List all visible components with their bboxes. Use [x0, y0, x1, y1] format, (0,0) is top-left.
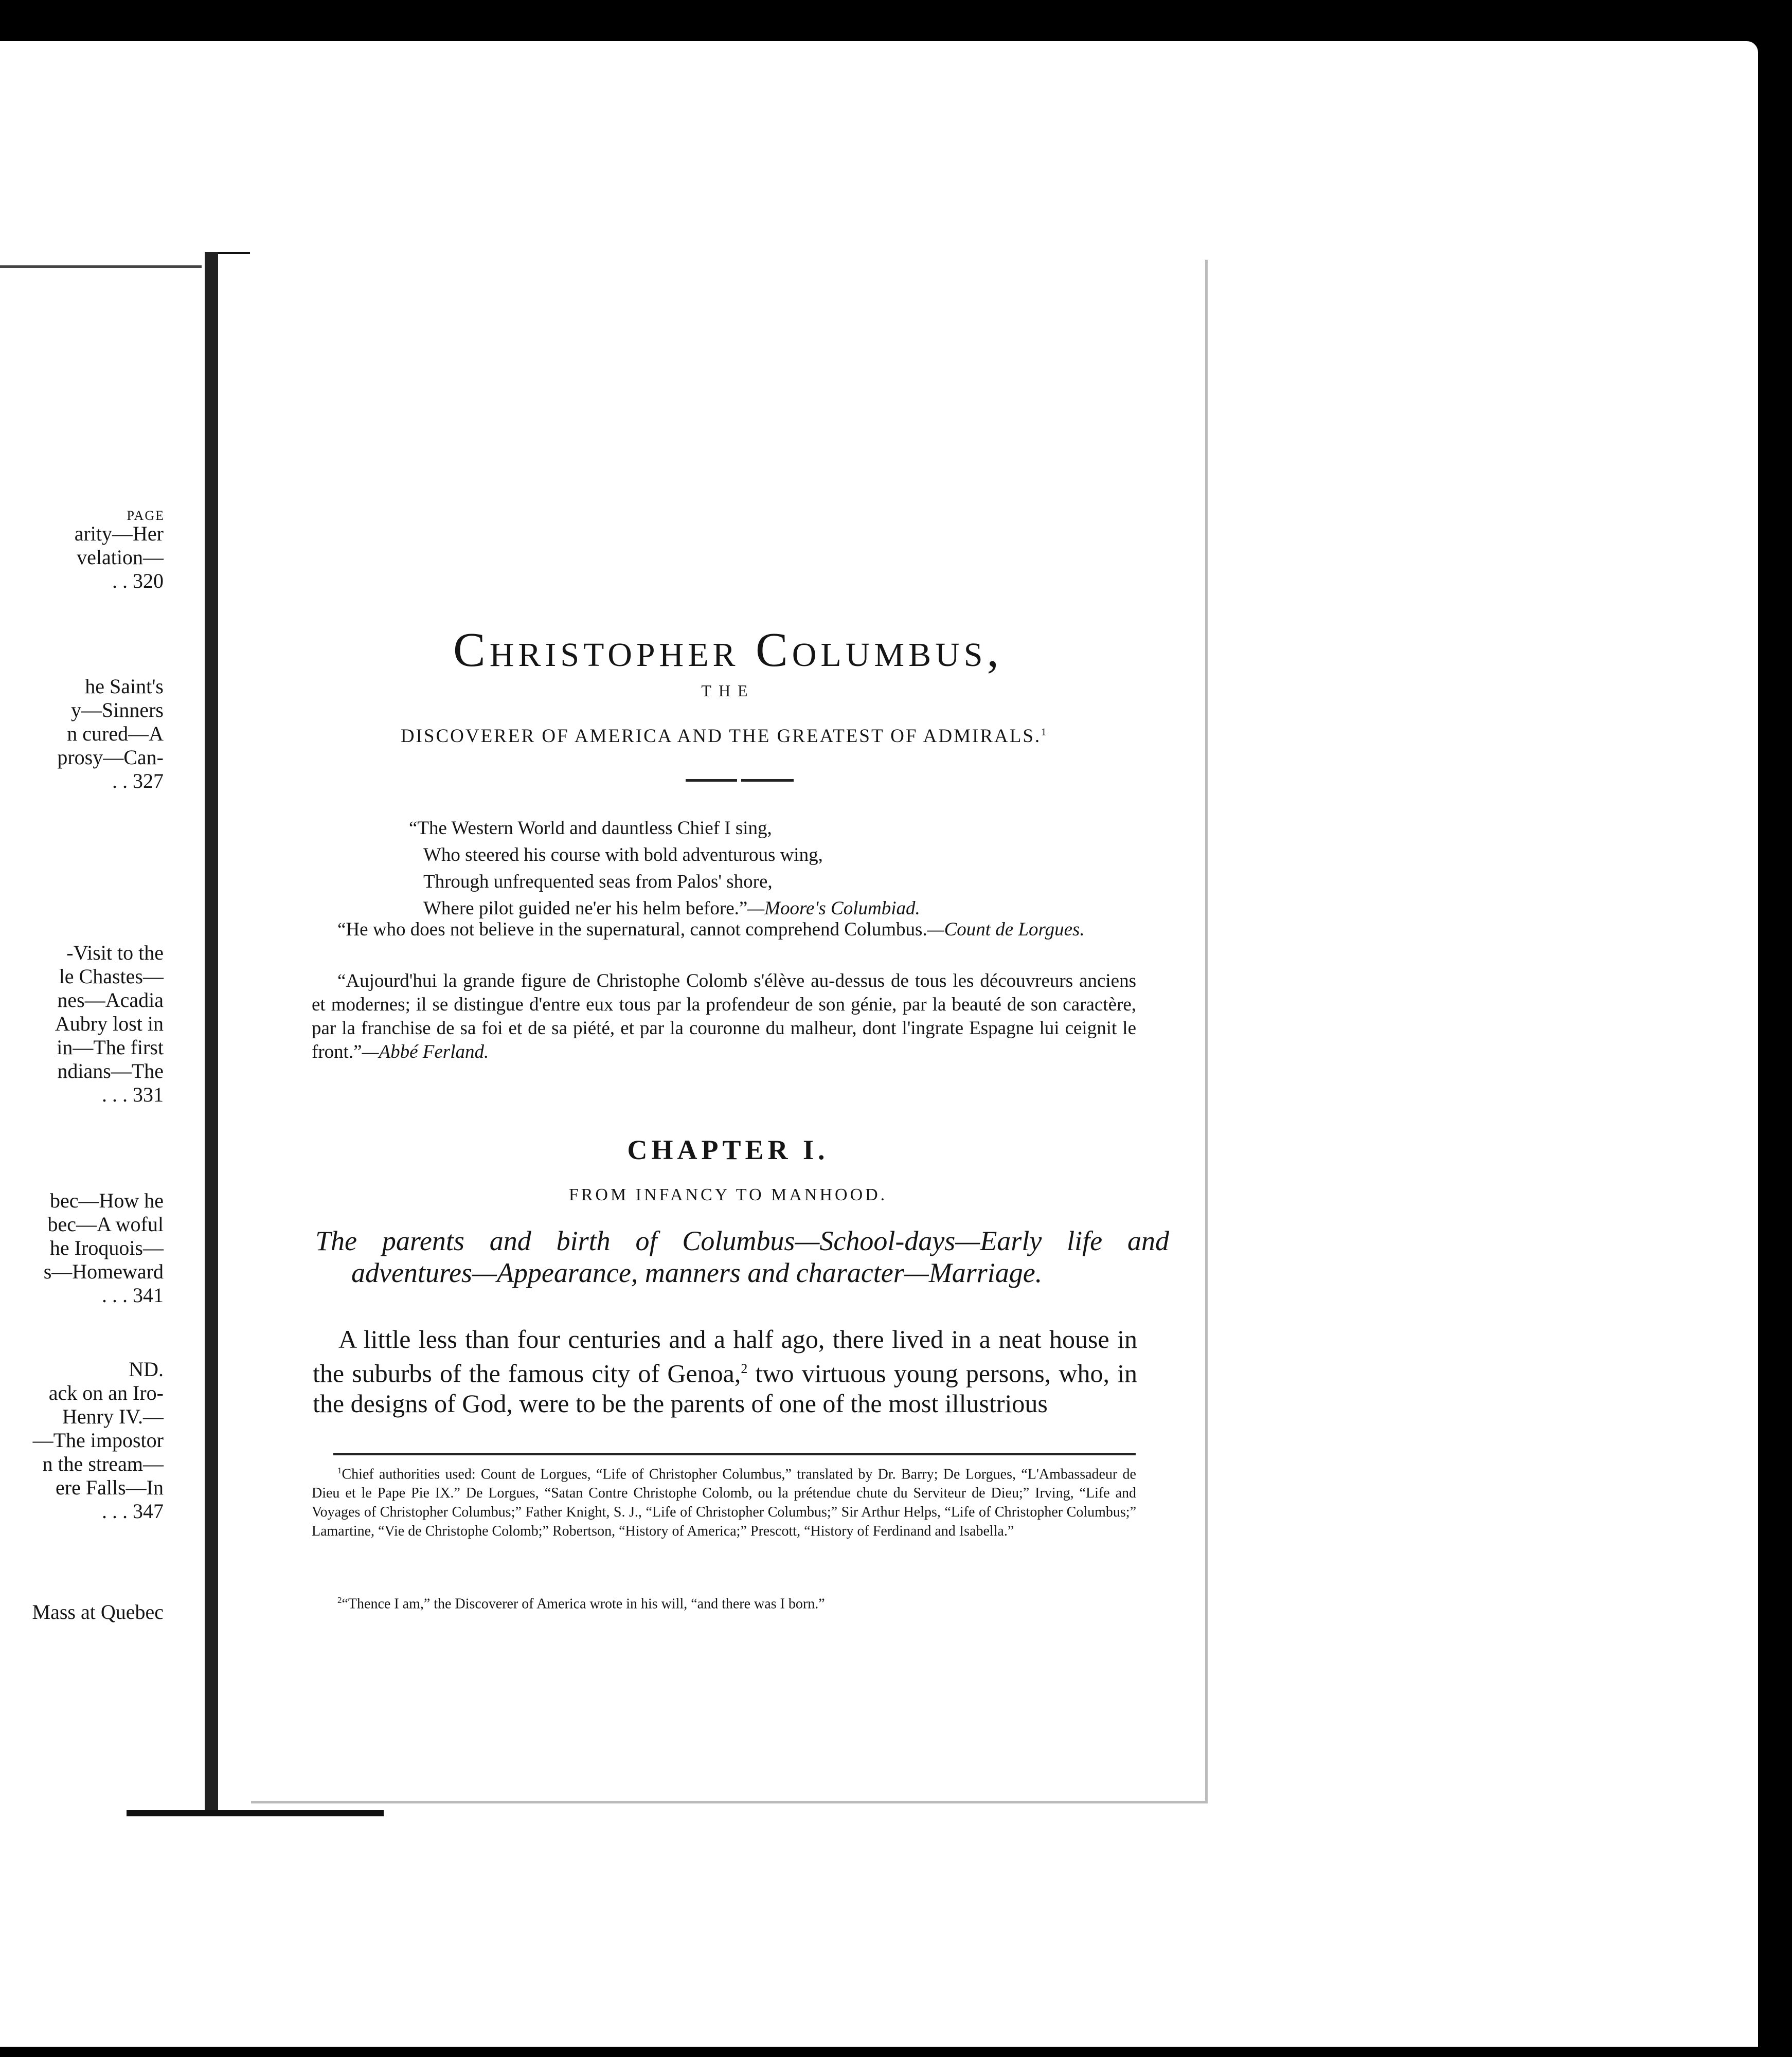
epigraph-quote-french — [312, 969, 1136, 1064]
verse-attribution: —Moore's Columbiad. — [747, 898, 920, 919]
book-spine — [205, 252, 251, 1810]
toc-page-number: . . 327 — [112, 769, 164, 792]
toc-line: -Visit to the — [66, 941, 164, 964]
toc-page-number: . . . 347 — [102, 1500, 164, 1523]
spine-foot-bar — [127, 1810, 384, 1816]
verse-line: Through unfrequented seas from Palos' shore, — [423, 871, 773, 892]
toc-line: velation— — [77, 546, 164, 569]
verse-text: Where pilot guided ne'er his helm before.” — [423, 898, 748, 919]
body-text: two virtuous young persons, who, in the designs of God, were to be the parents of one of the most illustrious — [313, 1359, 1137, 1418]
toc-line: —The impostor — [32, 1429, 164, 1452]
toc-line: nes—Acadia — [57, 988, 164, 1012]
page-subtitle — [313, 725, 1136, 747]
body-text: A little less than four centuries and a half ago, there lived in a neat house in the suburbs of the famous city of Genoa, — [313, 1325, 1137, 1388]
toc-line: bec—How he — [49, 1189, 164, 1212]
toc-line: y—Sinners — [71, 698, 164, 721]
toc-line: Mass at Quebec — [32, 1600, 164, 1623]
toc-line: n cured—A — [67, 722, 164, 745]
left-page-fragment — [0, 252, 206, 1815]
toc-line: in—The first — [57, 1036, 164, 1059]
toc-line: le Chastes— — [59, 965, 164, 988]
body-paragraph — [313, 1324, 1137, 1418]
title-ornament-rule — [686, 779, 794, 782]
toc-line: ND. — [129, 1358, 164, 1381]
epigraph-quote — [312, 918, 1136, 942]
epigraph-verse — [409, 815, 1139, 922]
verse-line: “The Western World and dauntless Chief I sing, — [409, 818, 772, 839]
footnote-marker: 2 — [741, 1361, 748, 1376]
toc-line: ack on an Iro- — [48, 1381, 164, 1404]
chapter-subtitle: FROM INFANCY TO MANHOOD. — [568, 1185, 888, 1204]
toc-page-number: . . 320 — [112, 569, 164, 592]
toc-line: he Iroquois— — [49, 1236, 164, 1259]
toc-line: Aubry lost in — [55, 1012, 164, 1035]
quote-text: “Aujourd'hui la grande figure de Christophe Colomb s'élève au-dessus de tous les découvreurs anciens et modernes; il se distingue d'entre eux tous par la profendeur de son génie, par la beauté de son caractère, par la franchise de sa foi et de sa piété, et par la couronne du malheur, dont l'ingrate Espagne lui ceignit le front.” — [312, 970, 1136, 1062]
footnote-2 — [312, 1591, 1136, 1613]
quote-text: “He who does not believe in the supernatural, cannot comprehend Columbus. — [337, 919, 927, 940]
toc-line: arity—Her — [74, 522, 164, 545]
left-page-top-rule — [0, 265, 202, 268]
toc-line: ere Falls—In — [56, 1476, 164, 1499]
subtitle-text: DISCOVERER OF AMERICA AND THE GREATEST OF ADMIRALS. — [400, 726, 1042, 747]
footnote-marker: 2 — [337, 1595, 342, 1605]
page-title: Christopher Columbus, — [453, 623, 1003, 677]
footnote-marker: 1 — [1041, 726, 1048, 738]
title-connector: THE — [701, 681, 755, 700]
footnote-1 — [312, 1461, 1136, 1541]
verse-line: Who steered his course with bold adventurous wing, — [423, 844, 823, 865]
quote-attribution: —Count de Lorgues. — [927, 919, 1085, 940]
toc-line: ndians—The — [57, 1059, 164, 1082]
toc-line: Henry IV.— — [62, 1405, 164, 1428]
toc-page-number: . . . 331 — [102, 1083, 164, 1106]
footnote-marker: 1 — [337, 1466, 342, 1475]
footnote-text: Chief authorities used: Count de Lorgues, “Life of Christopher Columbus,” translated by Dr. Barry; De Lorgues, “L'Ambassadeur de Dieu et le Pape Pie IX.” De Lorgues, “Satan Contre Christophe Colomb, ou la prétendue chute du Serviteur de Dieu;” Irving, “Life and Voyages of Christopher Columbus;” Father Knight, S. J., “Life of Christopher Columbus;” Sir Arthur Helps, “Life of Christopher Columbus;” Lamartine, “Vie de Christophe Colomb;” Robertson, “History of America;” Prescott, “History of Ferdinand and Isabella.” — [312, 1466, 1136, 1540]
toc-line: bec—A woful — [47, 1213, 164, 1236]
footnote-rule — [333, 1453, 1136, 1455]
footnote-text: “Thence I am,” the Discoverer of America wrote in his will, “and there was I born.” — [342, 1596, 825, 1612]
toc-page-header: PAGE — [127, 508, 165, 523]
chapter-summary: The parents and birth of Columbus—School-days—Early life and adventures—Appearance, manners and character—Marriage. — [315, 1225, 1169, 1288]
toc-page-number: . . . 341 — [102, 1284, 164, 1307]
book-page — [251, 260, 1208, 1803]
toc-line: prosy—Can- — [57, 746, 164, 769]
toc-line: he Saint's — [85, 675, 164, 698]
toc-line: s—Homeward — [43, 1260, 164, 1283]
chapter-heading: CHAPTER I. — [627, 1134, 829, 1165]
toc-line: n the stream— — [42, 1452, 164, 1475]
quote-attribution: —Abbé Ferland. — [362, 1041, 489, 1062]
